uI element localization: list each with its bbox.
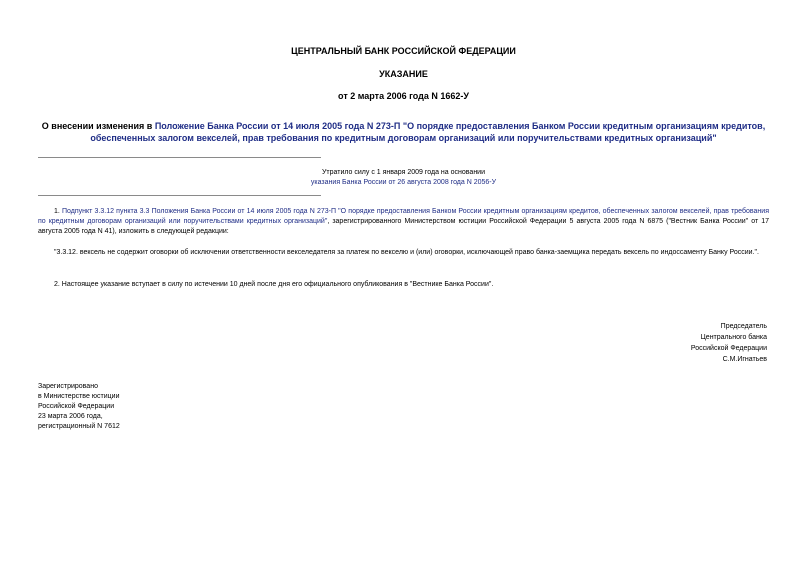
divider-bottom [38, 195, 321, 196]
title-link[interactable]: Положение Банка России от 14 июля 2005 года N 273-П "О порядке предоставления Банком России кредитным организациям кредитов, обеспеченных залогом векселей, прав требования по кредитным договорам организаций или поручительствами кредитных организаций" [90, 121, 766, 143]
status-link[interactable]: указания Банка России от 26 августа 2008 года N 2056-У [310, 179, 497, 186]
registration-line-3: Российской Федерации [38, 403, 115, 410]
quoted-text: "3.3.12. вексель не содержит оговорки об исключении ответственности векселедателя за платеж по векселю и (или) оговорки, исключающей право банка-заемщика передать вексель по индоссаменту Банку России.". [54, 249, 759, 256]
paragraph-1 [38, 207, 769, 237]
signature-name: С.М.Игнатьев [722, 356, 767, 363]
signature-country: Российской Федерации [690, 345, 767, 352]
title-prefix: О внесении изменения в [41, 121, 155, 131]
registration-block [38, 382, 238, 432]
signature-title: Председатель [720, 323, 767, 330]
paragraph-1-prefix: 1. [54, 208, 63, 215]
divider-top [38, 157, 321, 158]
registration-line-4: 23 марта 2006 года, [38, 413, 103, 420]
registration-line-2: в Министерстве юстиции [38, 393, 120, 400]
registration-line-1: Зарегистрировано [38, 383, 98, 390]
registration-line-5: регистрационный N 7612 [38, 423, 120, 430]
document-type: УКАЗАНИЕ [379, 69, 428, 79]
signature-block [567, 321, 767, 365]
bank-name: ЦЕНТРАЛЬНЫЙ БАНК РОССИЙСКОЙ ФЕДЕРАЦИИ [291, 46, 516, 56]
status-note: Утратило силу с 1 января 2009 года на основании [321, 169, 486, 176]
paragraph-1-link[interactable]: Подпункт 3.3.12 пункта 3.3 Положения Банка России от 14 июля 2005 года N 273-П "О порядке предоставления Банком России кредитным организациям кредитов, обеспеченных залогом векселей, прав требования по кредитным договорам организаций или поручительствами кредитных организаций" [38, 208, 769, 225]
paragraph-2: 2. Настоящее указание вступает в силу по истечении 10 дней после дня его официального опубликования в "Вестнике Банка России". [54, 281, 494, 288]
document-title [40, 120, 767, 144]
document-date-number: от 2 марта 2006 года N 1662-У [338, 91, 469, 101]
signature-org: Центрального банка [700, 334, 767, 341]
paragraph-1-suffix: , зарегистрированного Министерством юстиции Российской Федерации 5 августа 2005 года N 6875 ("Вестник Банка России" от 17 августа 2005 года N 41), изложить в следующей редакции: [38, 218, 769, 235]
